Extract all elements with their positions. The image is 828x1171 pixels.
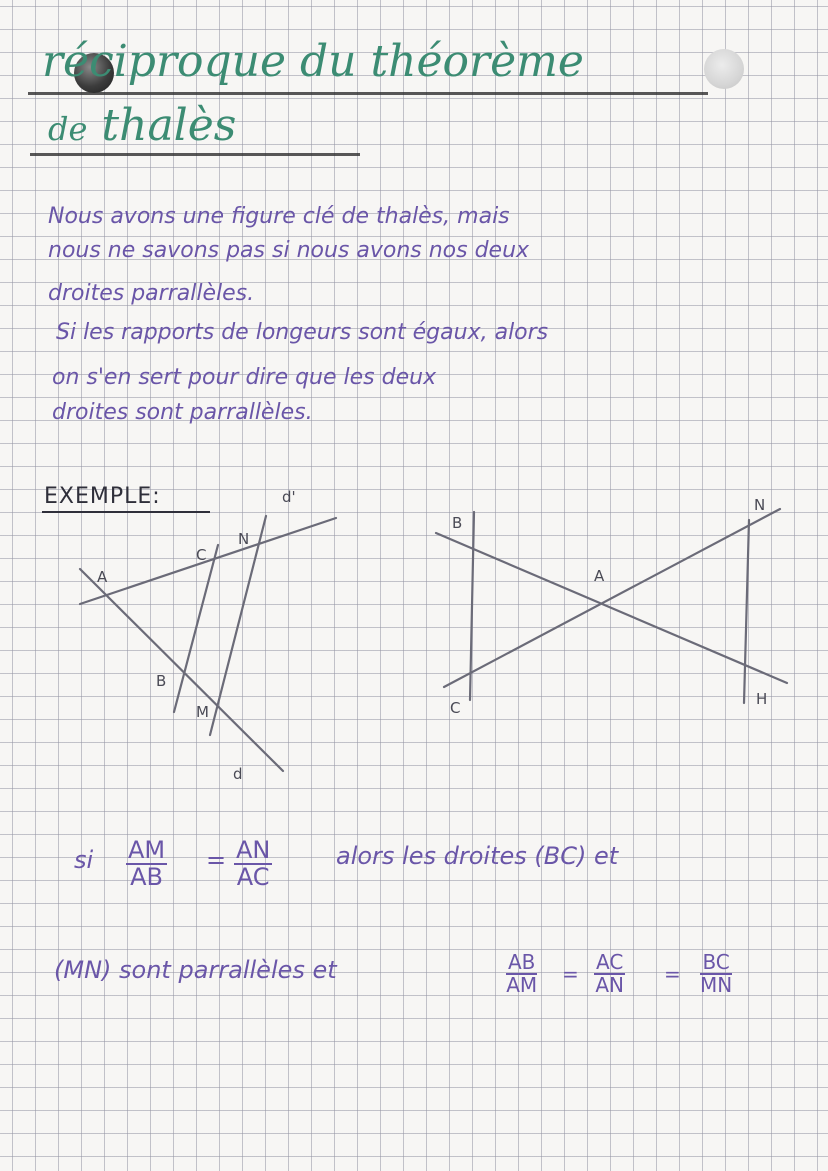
figure-1-label-B: B [156,672,167,690]
figure-2-label-B: B [452,514,463,532]
ratio-am-ab-denominator: AB [130,863,163,892]
ratio-am-ab-numerator: AM [128,836,166,864]
figure-2 [436,509,787,703]
title-underline-2 [30,153,360,156]
figure-2-label-A: A [594,567,605,585]
conclusion-text-line-2: (MN) sont parrallèles et [54,956,337,984]
ratio-ac-an-numerator: AC [596,950,624,974]
figure-1-label-M: M [196,703,209,721]
paragraph-line-2: nous ne savons pas si nous avons nos deux [48,238,530,263]
figure-1 [80,516,336,771]
paragraph-line-5: on s'en sert pour dire que les deux [52,365,437,390]
figure-1-label-A: A [97,568,108,586]
ratio-am-ab [126,838,167,890]
figure-2-line-nh [744,520,749,703]
figure-2-line-bc [470,512,474,700]
equals-sign-1: = [206,846,227,874]
title-underline-1 [28,92,708,95]
ratio-bc-mn [700,952,732,996]
ratio-an-ac-denominator: AC [236,863,270,892]
title-line-1: réciproque du théorème [42,36,584,87]
figure-1-line-top [80,518,336,604]
title-line-2 [48,100,237,151]
binder-hole-right [704,49,744,89]
ratio-ab-am-numerator: AB [508,950,536,974]
figure-1-line-bc [174,545,218,712]
ratio-ab-am-denominator: AM [506,973,538,997]
figure-1-line-mn [210,516,266,735]
example-heading-underline [42,511,210,513]
ratio-an-ac [234,838,272,890]
figure-1-line-diagonal [80,569,283,771]
ratio-an-ac-numerator: AN [236,836,271,864]
conclusion-si: si [74,846,94,874]
figure-1-label-d: d [233,765,243,783]
paragraph-line-1: Nous avons une figure clé de thalès, mais [48,204,510,229]
paragraph-line-6: droites sont parrallèles. [52,400,313,425]
ratio-bc-mn-numerator: BC [702,950,730,974]
equals-sign-2: = [562,962,579,986]
conclusion-text-line-1: alors les droites (BC) et [336,842,619,870]
example-heading: EXEMPLE: [44,484,161,509]
figure-2-label-C: C [450,699,461,717]
equals-sign-3: = [664,962,681,986]
ratio-bc-mn-denominator: MN [700,973,733,997]
ratio-ac-an [594,952,625,996]
figure-2-line-cn [444,509,780,687]
paragraph-line-3: droites parrallèles. [48,281,255,306]
figure-2-label-N: N [754,496,766,514]
ratio-ac-an-denominator: AN [595,973,624,997]
figure-1-label-N: N [238,530,250,548]
figure-1-label-d-prime: d' [282,488,296,506]
figure-1-label-C: C [196,546,207,564]
paragraph-line-4: Si les rapports de longeurs sont égaux, alors [56,320,549,345]
ratio-ab-am [506,952,537,996]
figure-2-line-bh [436,533,787,683]
figure-2-label-H: H [756,690,768,708]
title-line-2-prefix: de [48,110,88,148]
title-line-2-main: thalès [101,100,237,151]
